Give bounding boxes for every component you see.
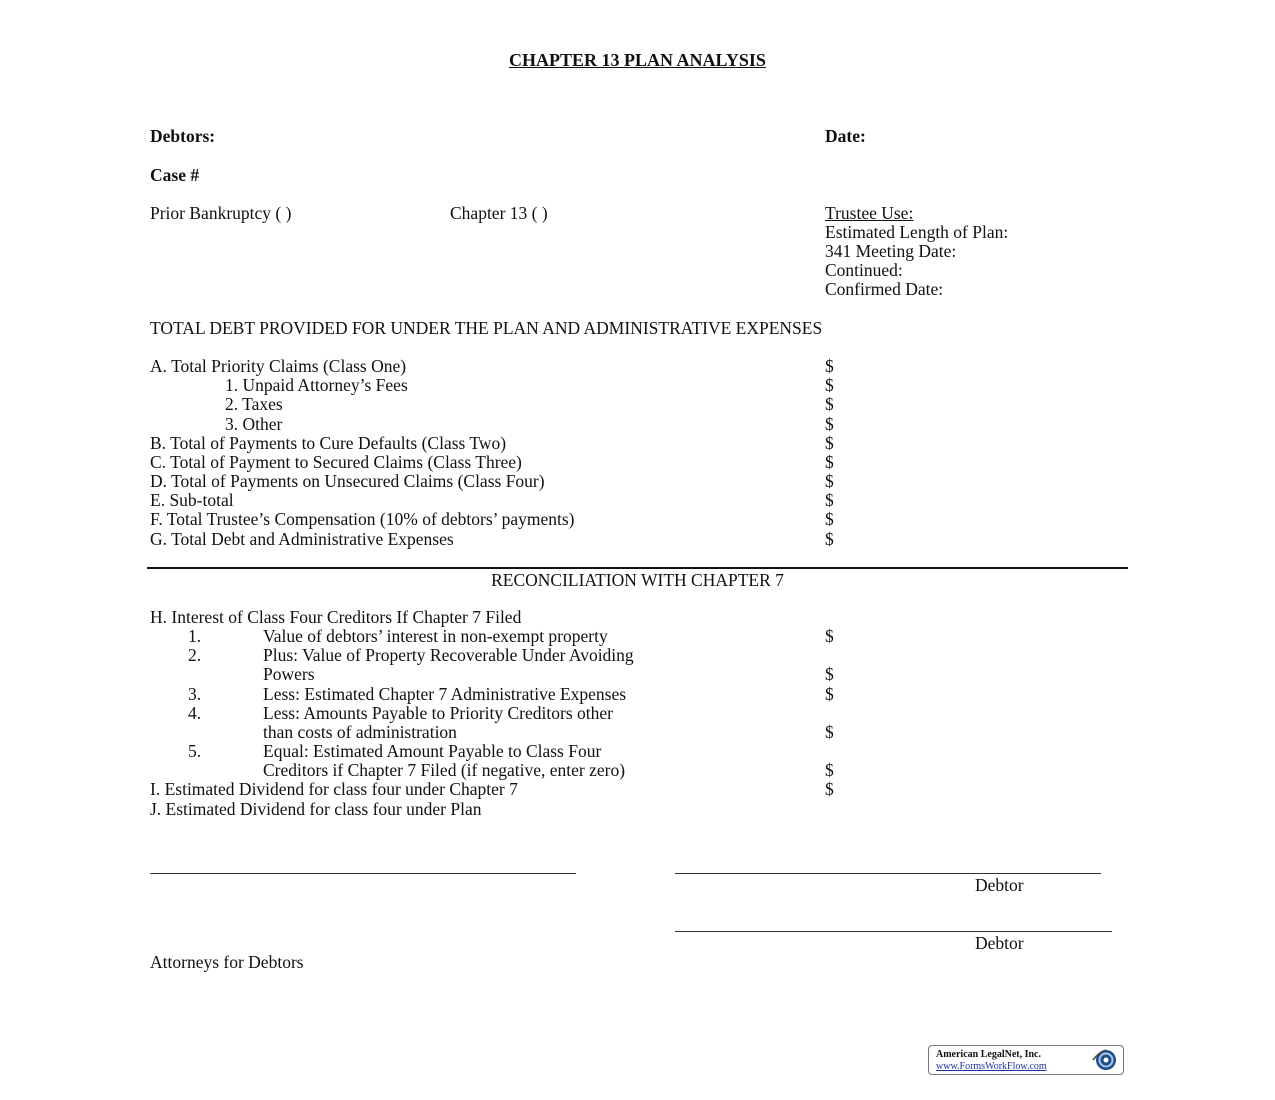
page-title: CHAPTER 13 PLAN ANALYSIS [509, 50, 766, 70]
line-h4-label: Less: Amounts Payable to Priority Creditors other [263, 703, 613, 723]
debtor-signature-line-1 [675, 873, 1101, 874]
globe-icon [1090, 1048, 1120, 1072]
confirmed-date-label: Confirmed Date: [825, 279, 944, 299]
line-h5-number: 5. [188, 741, 202, 761]
line-h5-label: Equal: Estimated Amount Payable to Class Four [263, 741, 602, 761]
line-a2-amount: $ [825, 394, 834, 414]
line-h5-label-cont: Creditors if Chapter 7 Filed (if negative, enter zero) [263, 760, 626, 780]
continued-label: Continued: [825, 260, 903, 280]
line-a1-amount: $ [825, 375, 834, 395]
section-divider [147, 567, 1128, 569]
attorney-signature-line [150, 873, 576, 874]
line-h1-number: 1. [188, 626, 202, 646]
line-h2-label: Plus: Value of Property Recoverable Under Avoiding [263, 645, 634, 665]
debtor-label-2: Debtor [975, 933, 1024, 953]
line-c-label: C. Total of Payment to Secured Claims (Class Three) [150, 452, 522, 472]
line-h4-amount: $ [825, 722, 834, 742]
line-g-label: G. Total Debt and Administrative Expenses [150, 529, 454, 549]
attorneys-label: Attorneys for Debtors [150, 952, 304, 972]
line-e-amount: $ [825, 490, 834, 510]
line-h3-amount: $ [825, 684, 834, 704]
line-h5-amount: $ [825, 760, 834, 780]
debtor-label-1: Debtor [975, 875, 1024, 895]
line-c-amount: $ [825, 452, 834, 472]
line-j-label: J. Estimated Dividend for class four under Plan [150, 799, 482, 819]
line-d-amount: $ [825, 471, 834, 491]
line-h1-label: Value of debtors’ interest in non-exempt property [263, 626, 608, 646]
meeting-date-label: 341 Meeting Date: [825, 241, 957, 261]
line-a2-label: 2. Taxes [225, 394, 283, 414]
line-h1-amount: $ [825, 626, 834, 646]
line-b-label: B. Total of Payments to Cure Defaults (Class Two) [150, 433, 507, 453]
chapter13-checkbox: Chapter 13 ( ) [450, 203, 548, 223]
trustee-use-heading: Trustee Use: [825, 203, 914, 223]
prior-bankruptcy-checkbox: Prior Bankruptcy ( ) [150, 203, 292, 223]
line-h2-label-cont: Powers [263, 664, 315, 684]
publisher-logo [928, 1045, 1124, 1075]
line-g-amount: $ [825, 529, 834, 549]
line-b-amount: $ [825, 433, 834, 453]
line-h4-number: 4. [188, 703, 202, 723]
publisher-name: American LegalNet, Inc. [936, 1049, 1041, 1060]
line-a-amount: $ [825, 356, 834, 376]
debtor-signature-line-2 [675, 931, 1112, 932]
line-i-amount: $ [825, 779, 834, 799]
line-h3-number: 3. [188, 684, 202, 704]
reconciliation-heading: RECONCILIATION WITH CHAPTER 7 [491, 570, 784, 590]
line-i-label: I. Estimated Dividend for class four under Chapter 7 [150, 779, 518, 799]
line-f-label: F. Total Trustee’s Compensation (10% of debtors’ payments) [150, 509, 575, 529]
line-d-label: D. Total of Payments on Unsecured Claims (Class Four) [150, 471, 545, 491]
estimated-length-label: Estimated Length of Plan: [825, 222, 1009, 242]
debtors-label: Debtors: [150, 126, 216, 146]
publisher-url-link[interactable]: www.FormsWorkFlow.com [936, 1061, 1047, 1072]
line-a3-amount: $ [825, 414, 834, 434]
line-h4-label-cont: than costs of administration [263, 722, 457, 742]
line-h2-number: 2. [188, 645, 202, 665]
line-h3-label: Less: Estimated Chapter 7 Administrative Expenses [263, 684, 627, 704]
line-f-amount: $ [825, 509, 834, 529]
date-label: Date: [825, 126, 866, 146]
case-number-label: Case # [150, 165, 200, 185]
line-e-label: E. Sub-total [150, 490, 234, 510]
line-a-label: A. Total Priority Claims (Class One) [150, 356, 407, 376]
line-h-label: H. Interest of Class Four Creditors If Chapter 7 Filed [150, 607, 522, 627]
line-h2-amount: $ [825, 664, 834, 684]
line-a1-label: 1. Unpaid Attorney’s Fees [225, 375, 408, 395]
line-a3-label: 3. Other [225, 414, 283, 434]
total-debt-heading: TOTAL DEBT PROVIDED FOR UNDER THE PLAN AND ADMINISTRATIVE EXPENSES [150, 318, 823, 338]
